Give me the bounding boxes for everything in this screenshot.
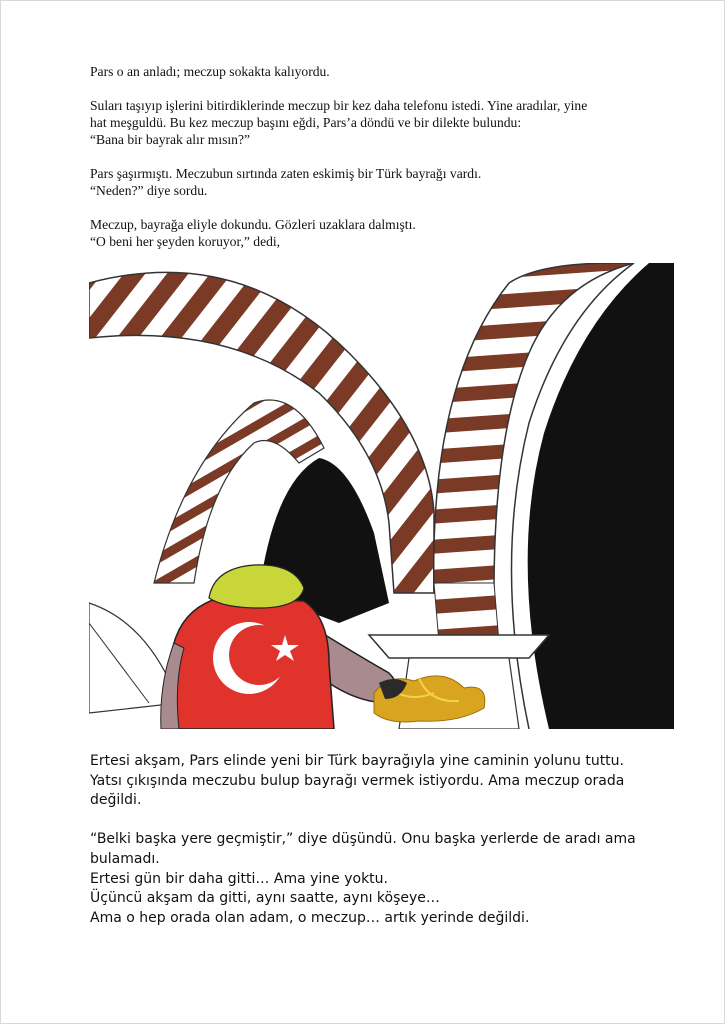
text-line: Pars o an anladı; meczup sokakta kalıyordu. (90, 64, 330, 79)
paragraph (90, 97, 650, 148)
story-text-bottom (90, 752, 670, 948)
text-line: Yatsı çıkışında meczubu bulup bayrağı vermek istiyordu. Ama meczup orada (90, 772, 625, 789)
text-line: “Neden?” diye sordu. (90, 183, 208, 198)
text-line: “Bana bir bayrak alır mısın?” (90, 132, 251, 147)
text-line: Meczup, bayrağa eliyle dokundu. Gözleri uzaklara dalmıştı. (90, 217, 416, 232)
text-line: Ama o hep orada olan adam, o meczup… artık yerinde değildi. (90, 909, 530, 926)
paragraph (90, 216, 650, 250)
paragraph (90, 752, 670, 811)
text-line: Ertesi akşam, Pars elinde yeni bir Türk bayrağıyla yine caminin yolunu tuttu. (90, 753, 624, 769)
text-line: Pars şaşırmıştı. Meczubun sırtında zaten eskimiş bir Türk bayrağı vardı. (90, 166, 482, 181)
text-line: Suları taşıyıp işlerini bitirdiklerinde meczup bir kez daha telefonu istedi. Yine aradılar, yine (90, 98, 588, 113)
text-line: Üçüncü akşam da gitti, aynı saatte, aynı köşeye… (90, 890, 440, 907)
paragraph (90, 830, 670, 928)
text-line: hat meşguldü. Bu kez meczup başını eğdi, Pars’a döndü ve bir dilekte bulundu: (90, 115, 522, 130)
text-line: “Belki başka yere geçmiştir,” diye düşündü. Onu başka yerlerde de aradı ama (90, 831, 636, 848)
story-text-top (90, 63, 650, 267)
text-line: bulamadı. (90, 850, 160, 867)
column-capital (369, 635, 549, 658)
text-line: Ertesi gün bir daha gitti… Ama yine yoktu. (90, 870, 388, 887)
paragraph (90, 63, 650, 80)
paragraph (90, 165, 650, 199)
story-illustration (89, 263, 674, 729)
text-line: değildi. (90, 792, 142, 809)
text-line: “O beni her şeyden koruyor,” dedi, (90, 234, 281, 249)
right-pillar-stripes (434, 583, 499, 643)
